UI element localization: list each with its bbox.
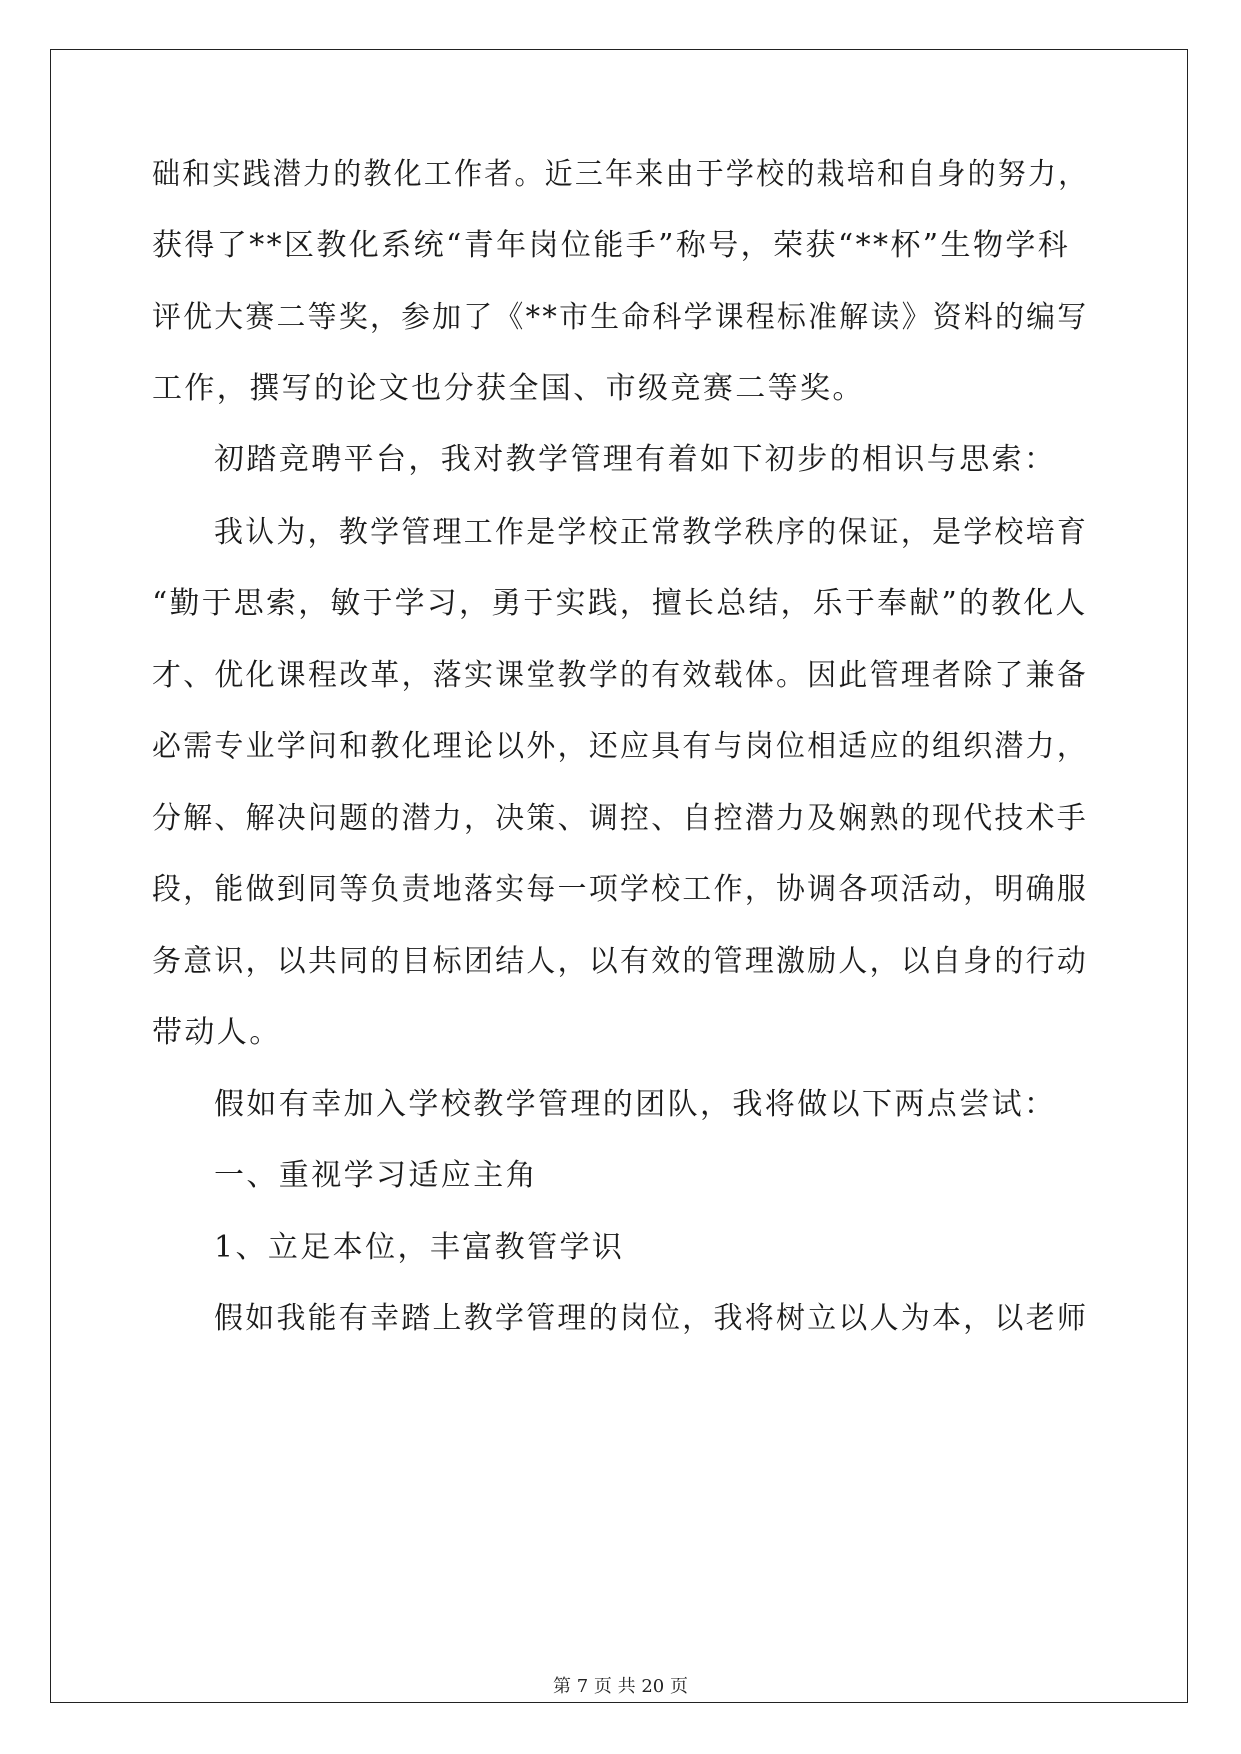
- text-line: 带动人。: [152, 1015, 282, 1050]
- text-line: 获得了**区教化系统“青年岗位能手”称号，荣获“**杯”生物学科: [152, 228, 1071, 263]
- subsection-heading: 1、立足本位，丰富教管学识: [214, 1230, 625, 1265]
- paragraph-first-line: 假如有幸加入学校教学管理的团队，我将做以下两点尝试：: [214, 1087, 1057, 1122]
- text-line: 评优大赛二等奖，参加了《**市生命科学课程标准解读》资料的编写: [152, 300, 1089, 335]
- paragraph-first-line: 假如我能有幸踏上教学管理的岗位，我将树立以人为本，以老师: [214, 1301, 1089, 1336]
- text-line: 段，能做到同等负责地落实每一项学校工作，协调各项活动，明确服: [152, 872, 1089, 907]
- text-line: 必需专业学问和教化理论以外，还应具有与岗位相适应的组织潜力，: [152, 729, 1089, 764]
- paragraph-first-line: 我认为，教学管理工作是学校正常教学秩序的保证，是学校培育: [214, 515, 1089, 550]
- text-line: 才、优化课程改革，落实课堂教学的有效载体。因此管理者除了兼备: [152, 658, 1089, 693]
- text-line: 分解、解决问题的潜力，决策、调控、自控潜力及娴熟的现代技术手: [152, 801, 1089, 836]
- section-heading: 一、重视学习适应主角: [214, 1158, 538, 1193]
- text-line: 础和实践潜力的教化工作者。近三年来由于学校的栽培和自身的努力，: [152, 157, 1089, 192]
- text-line: 务意识，以共同的目标团结人，以有效的管理激励人，以自身的行动: [152, 944, 1089, 979]
- text-line: “勤于思索，敏于学习，勇于实践，擅长总结，乐于奉献”的教化人: [152, 586, 1088, 621]
- page-number-footer: 第 7 页 共 20 页: [553, 1676, 688, 1697]
- paragraph-first-line: 初踏竞聘平台，我对教学管理有着如下初步的相识与思索：: [214, 442, 1057, 477]
- text-line: 工作，撰写的论文也分获全国、市级竞赛二等奖。: [152, 371, 865, 406]
